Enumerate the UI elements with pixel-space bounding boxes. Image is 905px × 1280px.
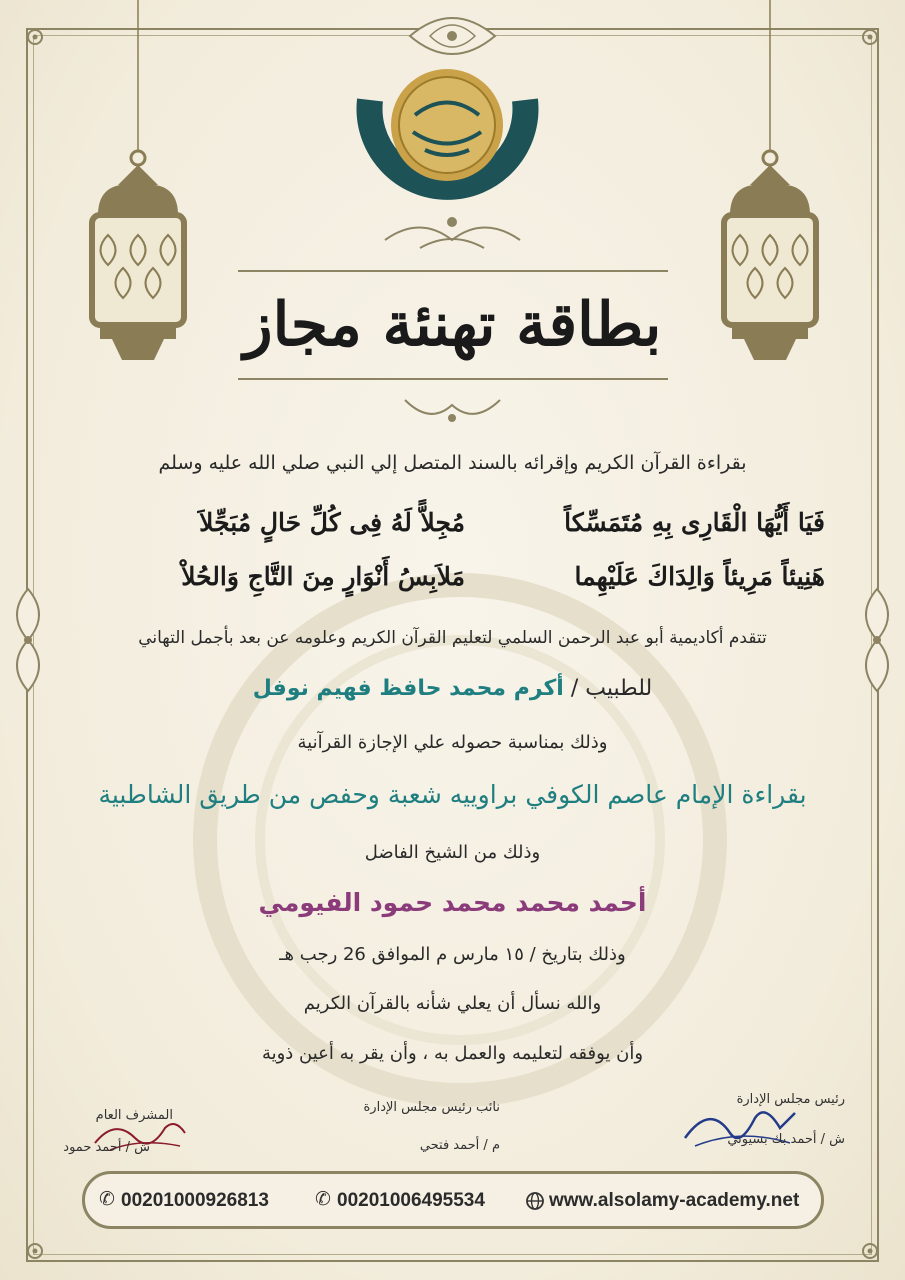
- title-bottom-rule: [238, 378, 668, 380]
- signature-center-name: م / أحمد فتحي: [419, 1138, 500, 1153]
- title-flourish-top: [380, 210, 525, 258]
- recipient-line: [0, 676, 905, 701]
- recipient-name: أكرم محمد حافظ فهيم نوفل: [252, 676, 564, 701]
- corner-ornament-top-left: [20, 22, 50, 52]
- corner-ornament-bottom-right: [855, 1236, 885, 1266]
- signature-center-title: نائب رئيس مجلس الإدارة: [363, 1100, 500, 1115]
- date-line: وذلك بتاريخ / ١٥ مارس م الموافق 26 رجب هـ: [279, 944, 626, 965]
- prayer-line-2: وأن يوفقه لتعليمه والعمل به ، وأن يقر به أعين ذوية: [261, 1043, 644, 1064]
- title-top-rule: [238, 270, 668, 272]
- from-line: وذلك من الشيخ الفاضل: [364, 842, 541, 863]
- intro-line: بقراءة القرآن الكريم وإقرائه بالسند المتصل إلي النبي صلي الله عليه وسلم: [158, 452, 747, 474]
- reading-line: بقراءة الإمام عاصم الكوفي براوييه شعبة وحفص من طريق الشاطبية: [98, 780, 807, 809]
- card-title: بطاقة تهنئة مجاز: [243, 290, 662, 360]
- signature-right-title: رئيس مجلس الإدارة: [736, 1092, 845, 1107]
- contact-bar: [82, 1171, 824, 1229]
- sheikh-name: أحمد محمد محمد حمود الفيومي: [258, 888, 647, 917]
- signature-left-title: المشرف العام: [95, 1108, 173, 1123]
- poem-line2-right: هَنِيئاً مَرِيئاً وَالِدَاكَ عَلَيْهِما: [574, 562, 825, 591]
- occasion-line: وذلك بمناسبة حصوله علي الإجازة القرآنية: [297, 732, 608, 753]
- academy-logo: [345, 60, 550, 220]
- poem-line1-left: مُجِلاًّ لَهُ فِى كُلِّ حَالٍ مُبَجِّلاَ: [199, 508, 465, 537]
- signature-right-name: ش / أحمد بك بسيوني: [727, 1132, 845, 1147]
- recipient-prefix: للطبيب /: [570, 676, 653, 701]
- top-center-ornament: [400, 6, 505, 66]
- phone-1[interactable]: 00201000926813: [121, 1190, 269, 1211]
- corner-ornament-bottom-left: [20, 1236, 50, 1266]
- phone-icon: ✆: [99, 1188, 115, 1210]
- title-flourish-bottom: [400, 390, 505, 430]
- poem-line1-right: فَيَا أَيُّهَا الْقَارِى بِهِ مُتَمَسِّكاً: [564, 508, 825, 537]
- signature-left-name: ش / أحمد حمود: [63, 1140, 150, 1155]
- prayer-line-1: والله نسأل أن يعلي شأنه بالقرآن الكريم: [303, 993, 602, 1014]
- corner-ornament-top-right: [855, 22, 885, 52]
- globe-icon: [525, 1191, 545, 1211]
- phone-2[interactable]: 00201006495534: [337, 1190, 485, 1211]
- academy-line: تتقدم أكاديمية أبو عبد الرحمن السلمي لتعليم القرآن الكريم وعلومه عن بعد بأجمل التهاني: [138, 628, 767, 648]
- phone-icon: ✆: [315, 1188, 331, 1210]
- website-link[interactable]: www.alsolamy-academy.net: [549, 1190, 800, 1211]
- poem-line2-left: مَلاَبِسُ أَنْوَارٍ مِنَ التَّاجِ وَالحُلاْ: [181, 562, 465, 591]
